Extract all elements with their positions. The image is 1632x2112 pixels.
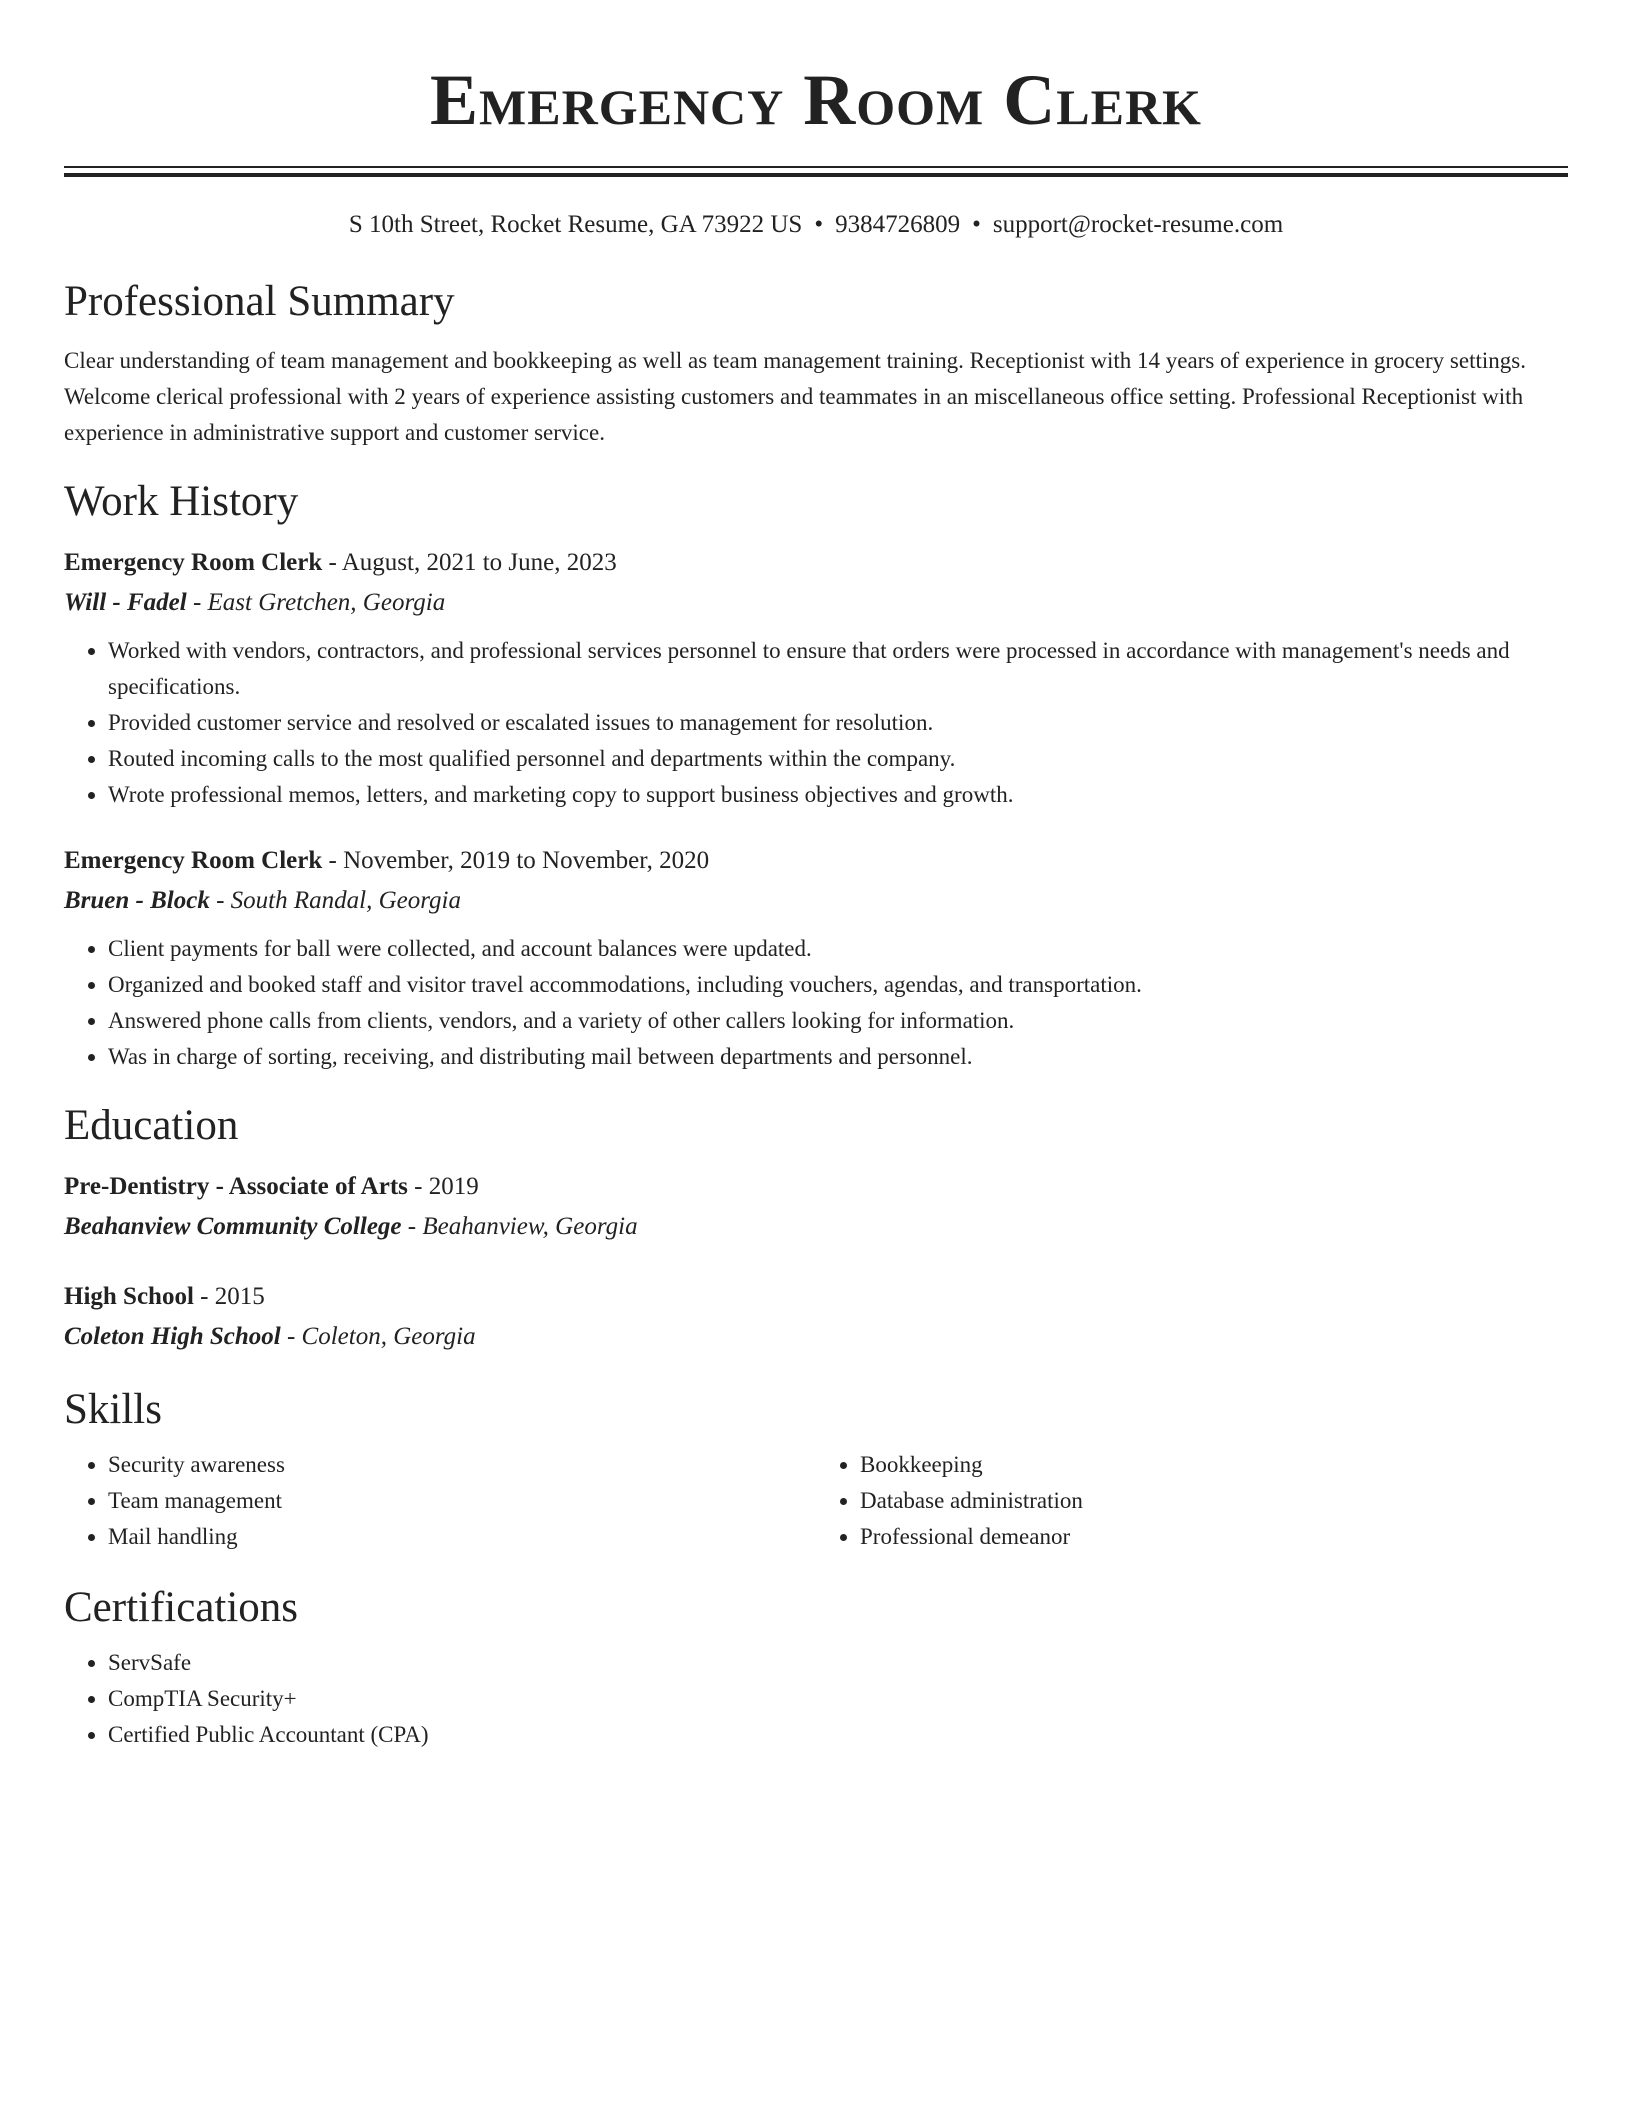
job-position: Emergency Room Clerk (64, 549, 323, 576)
education-entry (64, 1277, 1568, 1357)
list-item: • Wrote professional memos, letters, and marketing copy to support business objectives and growth. (108, 777, 1568, 813)
list-item: • Bookkeeping (860, 1447, 1568, 1483)
school-name: Coleton High School (64, 1323, 281, 1350)
job-company: Bruen - Block (64, 887, 210, 914)
graduation-year: - 2019 (407, 1173, 479, 1200)
job-dates: - August, 2021 to June, 2023 (322, 549, 617, 576)
list-item: • Mail handling (108, 1519, 816, 1555)
work-history-heading: Work History (64, 478, 299, 525)
email: support@rocket-resume.com (992, 211, 1284, 238)
graduation-year: - 2015 (193, 1283, 265, 1310)
job-dates: - November, 2019 to November, 2020 (322, 847, 710, 874)
phone: 9384726809 (835, 211, 961, 238)
degree: High School (64, 1283, 194, 1310)
job-entry (64, 841, 1568, 1075)
summary-heading: Professional Summary (64, 278, 455, 325)
summary-text: Clear understanding of team management and bookkeeping as well as team management training. Receptionist with 14 years of experience in grocery settings. Welcome clerical professional with 2 years of experience assisting customers and teammates in an miscellaneous office setting. Professional Receptionist with experience in administrative support and customer service. (64, 348, 1526, 445)
list-item: • Client payments for ball were collected, and account balances were updated. (108, 931, 1568, 967)
school-location: - Coleton, Georgia (280, 1323, 476, 1350)
job-duties (64, 931, 1568, 1075)
list-item: • Security awareness (108, 1447, 816, 1483)
list-item: • Worked with vendors, contractors, and professional services personnel to ensure that orders were processed in accordance with management's needs and specifications. (108, 633, 1568, 705)
job-duties (64, 633, 1568, 813)
list-item: • Certified Public Accountant (CPA) (108, 1717, 1568, 1753)
certifications-heading: Certifications (64, 1584, 299, 1631)
degree-line (64, 1277, 1568, 1317)
candidate-name: Emergency Room Clerk (430, 60, 1202, 140)
school-line (64, 1317, 1568, 1357)
certifications-list (64, 1645, 1568, 1753)
separator-dot: • (972, 211, 981, 238)
skills-column-left (64, 1447, 816, 1555)
contact-line (64, 207, 1568, 243)
list-item: • Routed incoming calls to the most qualified personnel and departments within the company. (108, 741, 1568, 777)
skills-heading: Skills (64, 1386, 162, 1433)
degree: Pre-Dentistry - Associate of Arts (64, 1173, 408, 1200)
education-heading: Education (64, 1102, 239, 1149)
school-line (64, 1207, 1568, 1247)
skills-column-right (816, 1447, 1568, 1555)
education-entry (64, 1167, 1568, 1247)
list-item: • Organized and booked staff and visitor travel accommodations, including vouchers, agendas, and transportation. (108, 967, 1568, 1003)
list-item: • Professional demeanor (860, 1519, 1568, 1555)
job-company-line (64, 583, 1568, 623)
list-item: • ServSafe (108, 1645, 1568, 1681)
list-item: • Provided customer service and resolved or escalated issues to management for resolution. (108, 705, 1568, 741)
job-entry (64, 543, 1568, 813)
list-item: • Answered phone calls from clients, vendors, and a variety of other callers looking for information. (108, 1003, 1568, 1039)
separator-dot: • (814, 211, 824, 238)
list-item: • Team management (108, 1483, 816, 1519)
job-title-line (64, 841, 1568, 881)
skills-list (64, 1447, 1568, 1555)
job-location: - South Randal, Georgia (209, 887, 461, 914)
school-location: - Beahanview, Georgia (401, 1213, 638, 1240)
job-title-line (64, 543, 1568, 583)
job-company-line (64, 881, 1568, 921)
address: S 10th Street, Rocket Resume, GA 73922 US (348, 211, 803, 238)
list-item: • Was in charge of sorting, receiving, and distributing mail between departments and personnel. (108, 1039, 1568, 1075)
job-location: - East Gretchen, Georgia (186, 589, 446, 616)
degree-line (64, 1167, 1568, 1207)
list-item: • Database administration (860, 1483, 1568, 1519)
school-name: Beahanview Community College (64, 1213, 402, 1240)
job-position: Emergency Room Clerk (64, 847, 323, 874)
job-company: Will - Fadel (64, 589, 187, 616)
list-item: • CompTIA Security+ (108, 1681, 1568, 1717)
header-divider (64, 166, 1568, 177)
